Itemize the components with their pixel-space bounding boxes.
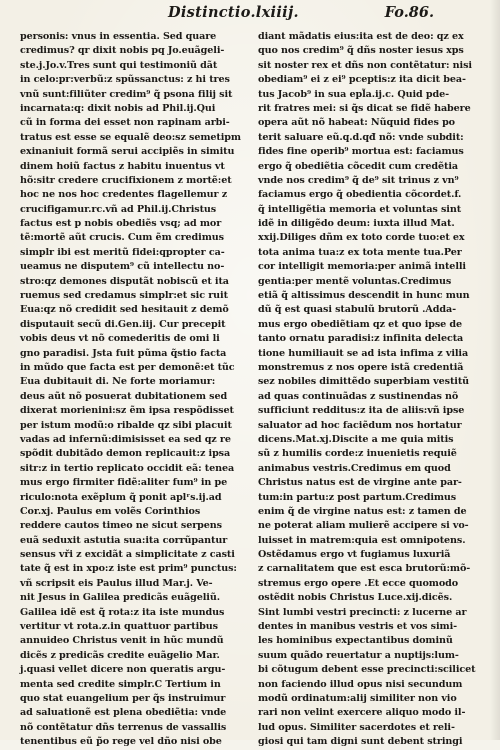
text-line: credimus? qr dixit nobis pq Jo.euãgeli- bbox=[20, 45, 225, 57]
text-line: sez nobiles dimittẽdo superbiam vestitũ bbox=[258, 376, 470, 388]
text-line: quo nos credim⁹ q̃ dñs noster iesus xps bbox=[258, 45, 464, 57]
text-line: reddere cautos timeo ne sicut serpens bbox=[20, 520, 222, 532]
text-line: Ostẽdamus ergo vt fugiamus luxuriã bbox=[258, 549, 451, 561]
text-line: dicẽs z predicãs credite euãgelio Mar. bbox=[20, 649, 220, 661]
text-line: sitr:z in tertio replicato occidit eã: tenea bbox=[20, 462, 235, 474]
text-line: dentes in manibus vestris et vos simi- bbox=[258, 621, 457, 633]
text-line: cor intelligit memoria:per animã intelli bbox=[258, 261, 466, 273]
text-line: tanto ornatu paradisi:z infinita delecta bbox=[258, 333, 464, 345]
text-line: ad saluationẽ est plena obediẽtia: vnde bbox=[20, 707, 227, 719]
text-line: lud opus. Similiter sacerdotes et reli- bbox=[258, 721, 455, 733]
text-line: Eua dubitauit di. Ne forte moriamur: bbox=[20, 376, 216, 388]
text-line: spõdit dubitãdo demon replicauit:z ipsa bbox=[20, 448, 231, 460]
text-line: fides fine operib⁹ mortua est: faciamus bbox=[258, 146, 464, 158]
text-line: q̃ intelligẽtia memoria et voluntas sint bbox=[258, 203, 462, 215]
text-line: faciamus ergo q̃ obedientia cõcordet.f. bbox=[258, 189, 462, 201]
text-line: etiã q̃ altissimus descendit in hunc mun bbox=[258, 290, 470, 302]
text-line: per istum modũ:o ribalde qz sibi placuit bbox=[20, 419, 232, 431]
page-header bbox=[0, 4, 500, 26]
text-line: obediam⁹ ei z ei⁹ pceptis:z ita dicit bea- bbox=[258, 74, 466, 86]
text-line: nit Jesus in Galilea predicãs euãgeliũ. bbox=[20, 592, 220, 604]
text-line: luisset in matrem:quia est omnipotens. bbox=[258, 534, 466, 546]
text-line: dicens.Mat.xj.Discite a me quia mitis bbox=[258, 433, 454, 445]
text-line: menta sed credite simplr.C Tertium in bbox=[20, 678, 221, 690]
right-text-column bbox=[258, 30, 480, 750]
text-line: bi cõtugum debent esse precincti:scilicet bbox=[258, 664, 476, 676]
text-line: euã seduxit astutia sua:ita corrũpantur bbox=[20, 534, 228, 546]
text-line: ergo q̃ obediẽtia cõcedit cum credẽtia bbox=[258, 160, 458, 172]
text-line: ostẽdit nobis Christus Luce.xij.dicẽs. bbox=[258, 592, 453, 604]
text-line: ste.j.Jo.v.Tres sunt qui testimoniũ dãt bbox=[20, 59, 218, 71]
text-line: vnũ sunt:filiũter credim⁹ q̃ psona filij sit bbox=[20, 88, 233, 100]
text-line: ne poterat aliam mulierẽ accipere si vo- bbox=[258, 520, 469, 532]
text-line: exinaniuit formã serui accipiẽs in simitu bbox=[20, 146, 235, 158]
text-line: Galilea idẽ est q̃ rota:z ita iste mundus bbox=[20, 606, 225, 618]
text-line: in mũdo que facta est per demonẽ:et tũc bbox=[20, 361, 235, 373]
text-line: vnde nos credim⁹ q̃ de⁹ sit trinus z vn⁹ bbox=[258, 174, 459, 186]
text-line: tum:in partu:z post partum.Credimus bbox=[258, 491, 457, 503]
text-line: gno paradisi. Jsta fuit pũma q̃stio facta bbox=[20, 347, 227, 359]
left-text-column bbox=[20, 30, 242, 750]
text-line: xxij.Diliges dñm ex toto corde tuo:et ex bbox=[258, 232, 465, 244]
text-line: rit fratres mei: si q̃s dicat se fidẽ habere bbox=[258, 102, 471, 114]
text-line: tratus est esse se equalẽ deo:sz semetipm bbox=[20, 131, 241, 143]
text-line: vobis deus vt nõ comederitis de omi li bbox=[20, 333, 220, 345]
text-line: simplr ibi est meritũ fidei:qpropter ca- bbox=[20, 246, 225, 258]
text-line: nõ contẽtatur dñs terrenus de vassallis bbox=[20, 721, 227, 733]
text-line: Cor.xj. Paulus em volẽs Corinthios bbox=[20, 505, 201, 517]
text-line: j.quasi vellet dicere non queratis argu- bbox=[20, 664, 226, 676]
text-line: monstremus z nos opere istã credentiã bbox=[258, 361, 464, 373]
folio-number: Fo.86. bbox=[384, 4, 434, 21]
text-line: crucifigamur.rc.vñ ad Phil.ij.Christus bbox=[20, 203, 217, 215]
text-line: opera aũt nõ habeat: Nũquid fides po bbox=[258, 117, 455, 129]
text-line: modũ ordinatum:alij similiter non vio bbox=[258, 692, 457, 704]
text-line: dixerat morienini:sz ẽm ipsa respõdisset bbox=[20, 405, 234, 417]
text-line: suum quãdo reuertatur a nuptijs:lum- bbox=[258, 649, 459, 661]
text-line: dũ q̃ est quasi stabulũ brutorũ .Adda- bbox=[258, 304, 456, 316]
text-line: tus Jacob⁹ in sua epl̃a.ij.c. Quid pde- bbox=[258, 88, 450, 100]
text-line: hoc ne nos hoc credentes flagellemur z bbox=[20, 189, 228, 201]
text-line: mus ergo firmiter fidẽ:aliter fum⁹ in pe bbox=[20, 477, 228, 489]
text-line: vertitur vt rota.z.in quattuor partibus bbox=[20, 621, 218, 633]
text-line: Eua:qz nõ credidit sed hesitauit z demõ bbox=[20, 304, 229, 316]
text-line: incarnata:q: dixit nobis ad Phil.ij.Qui bbox=[20, 102, 216, 114]
text-line: tẽ:mortẽ aũt crucis. Cum ẽm credimus bbox=[20, 232, 224, 244]
text-line: disputauit secũ di.Gen.iij. Cur precepit bbox=[20, 318, 226, 330]
text-line: les hominibus expectantibus dominũ bbox=[258, 635, 453, 647]
text-line: stremus ergo opere .Et ecce quomodo bbox=[258, 577, 459, 589]
text-line: gentia:per mentẽ voluntas.Credimus bbox=[258, 275, 452, 287]
running-head: Distinctio.lxiiij. bbox=[168, 4, 299, 21]
text-line: giosi qui tam digni sunt debent stringi bbox=[258, 736, 463, 748]
text-line: tione humiliauit se ad ista infima z vilia bbox=[258, 347, 469, 359]
text-line: quo stat euangelium per q̃s instruimur bbox=[20, 692, 226, 704]
text-line: tenentibus eũ p̃o rege vel dño nisi obe bbox=[20, 736, 222, 748]
text-line: cũ in forma dei esset non rapinam arbi- bbox=[20, 117, 230, 129]
text-line: tota anima tua:z ex tota mente tua.Per bbox=[258, 246, 462, 258]
text-line: personis: vnus in essentia. Sed quare bbox=[20, 31, 217, 42]
text-line: sit noster rex et dñs non contẽtatur: nisi bbox=[258, 59, 472, 71]
text-line: sũ z humilis corde:z inuenietis requiẽ bbox=[258, 448, 457, 460]
text-line: terit saluare eũ.q.d.qđ nõ: vnde subdit: bbox=[258, 131, 464, 143]
text-line: vñ scripsit eis Paulus illud Mar.j. Ve- bbox=[20, 577, 213, 589]
text-line: idẽ in diligẽdo deum: iuxta illud Mat. bbox=[258, 218, 455, 230]
text-line: sensus vři z excidãt a simplicitate z casti bbox=[20, 549, 235, 561]
text-line: animabus vestris.Credimus em quod bbox=[258, 462, 451, 474]
text-line: ad quas continuãdas z sustinendas nõ bbox=[258, 390, 459, 402]
page-edge-shadow bbox=[490, 0, 500, 740]
text-line: riculo:nota exẽplum q̃ ponit aplʳs.ij.ad bbox=[20, 491, 222, 503]
text-line: stro:qz demones disputãt nobiscũ et ita bbox=[20, 275, 229, 287]
text-line: tate q̃ est in xpo:z iste est prim⁹ punctus: bbox=[20, 563, 237, 575]
text-line: vadas ad infernũ:dimisisset ea sed qz re bbox=[20, 433, 231, 445]
text-line: factus est p nobis obediẽs vsq; ad mor bbox=[20, 218, 222, 230]
text-line: enim q̃ de virgine natus est: z tamen de bbox=[258, 505, 467, 517]
text-line: z carnalitatem que est esca brutorũ:mõ- bbox=[258, 563, 471, 575]
text-line: annuideo Christus venit in hũc mundũ bbox=[20, 635, 224, 647]
text-line: hõ:sitr credere crucifixionem z mortẽ:et bbox=[20, 174, 232, 186]
text-line: ruemus sed credamus simplr:et sic ruit bbox=[20, 290, 228, 302]
text-line: Christus natus est de virgine ante par- bbox=[258, 477, 462, 489]
text-line: rari non velint exercere aliquo modo il- bbox=[258, 707, 466, 719]
text-line: Sint lumbi vestri precincti: z lucerne ar bbox=[258, 606, 467, 618]
text-line: non faciendo illud opus nisi secundum bbox=[258, 678, 463, 690]
text-line: saluator ad hoc faciẽdum nos hortatur bbox=[258, 419, 462, 431]
text-line: dinem hoiũ factus z habitu inuentus vt bbox=[20, 160, 225, 172]
text-line: sufficiunt redditus:z ita de aliis:vñ ipse bbox=[258, 405, 465, 417]
text-line: ueamus ne disputem⁹ cũ intellectu no- bbox=[20, 261, 225, 273]
text-line: diant mãdatis eius:ita est de deo: qz ex bbox=[258, 31, 464, 42]
text-line: in celo:pr:verbũ:z spũssanctus: z hi tres bbox=[20, 74, 230, 86]
text-line: mus ergo obediẽtiam qz et quo ipse de bbox=[258, 318, 463, 330]
text-line: deus aũt nõ posuerat dubitationem sed bbox=[20, 390, 228, 402]
